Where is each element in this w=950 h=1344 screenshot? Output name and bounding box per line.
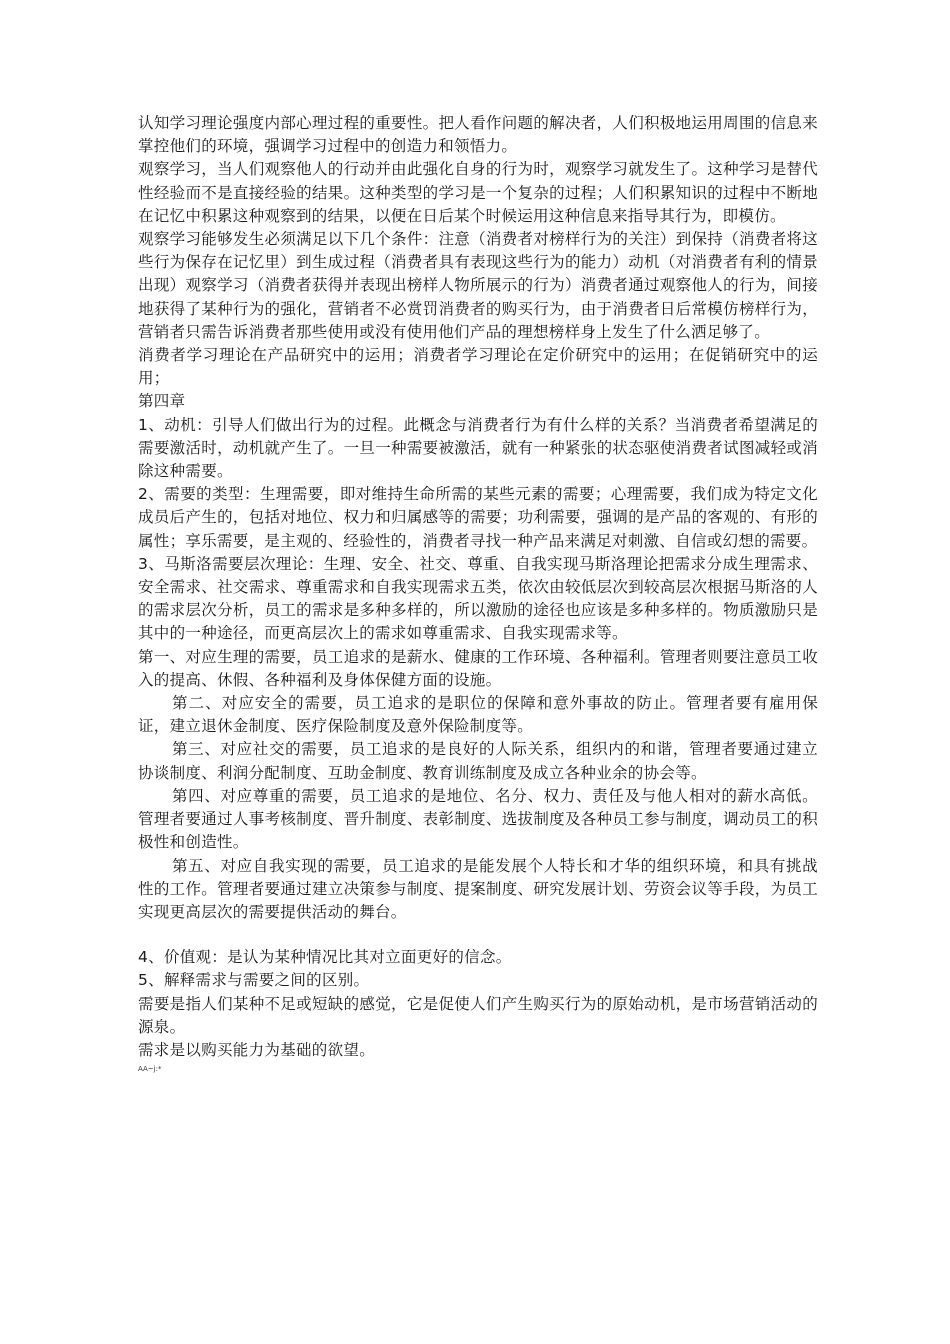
paragraph-safety-needs: 第二、对应安全的需要，员工追求的是职位的保障和意外事故的防止。管理者要有雇用保证，建立退休金制度、医疗保险制度及意外保险制度等。 (138, 694, 818, 736)
paragraph-physiological-needs: 第一、对应生理的需要，员工追求的是薪水、健康的工作环境、各种福利。管理者则要注意员工收入的提高、休假、各种福利及身体保健方面的设施。 (138, 647, 818, 689)
footer-mark: AA~j:* (138, 1065, 162, 1074)
paragraph-need-types: 2、需要的类型：生理需要，即对维持生命所需的某些元素的需要；心理需要，我们成为特定文化成员后产生的，包括对地位、权力和归属感等的需要；功利需要，强调的是产品的客观的、有形的属性；享乐需要，是主观的、经验性的，消费者寻找一种产品来满足对刺激、自信或幻想的需要。 (138, 485, 818, 550)
paragraph-social-needs: 第三、对应社交的需要，员工追求的是良好的人际关系，组织内的和谐，管理者要通过建立协谈制度、利润分配制度、互助金制度、教育训练制度及成立各种业余的协会等。 (138, 740, 818, 782)
paragraph-motivation: 1、动机：引导人们做出行为的过程。此概念与消费者行为有什么样的关系？当消费者希望满足的需要激活时，动机就产生了。一旦一种需要被激活，就有一种紧张的状态驱使消费者试图减轻或消除这种需要。 (138, 415, 818, 481)
paragraph-esteem-needs: 第四、对应尊重的需要，员工追求的是地位、名分、权力、责任及与他人相对的薪水高低。管理者要通过人事考核制度、晋升制度、表彰制度、选拔制度及各种员工参与制度，调动员工的积极性和创造性。 (138, 786, 818, 852)
paragraph-cognitive-learning: 认知学习理论强度内部心理过程的重要性。把人看作问题的解决者，人们积极地运用周围的信息来掌控他们的环境，强调学习过程中的创造力和领悟力。 (138, 114, 818, 156)
paragraph-demand-definition: 需求是以购买能力为基础的欲望。 (138, 1040, 376, 1059)
paragraph-observational-conditions: 观察学习能够发生必须满足以下几个条件：注意（消费者对榜样行为的关注）到保持（消费者将这些行为保存在记忆里）到生成过程（消费者具有表现这些行为的能力）动机（对消费者有利的情景出现）观察学习（消费者获得并表现出榜样人物所展示的行为）消费者通过观察他人的行为，间接地获得了某种行为的强化，营销者不必赏罚消费者的购买行为，由于消费者日后常模仿榜样行为，营销者只需告诉消费者那些使用或没有使用他们产品的理想榜样身上发生了什么洒足够了。 (138, 230, 818, 341)
paragraph-values: 4、价值观：是认为某种情况比其对立面更好的信念。 (138, 948, 512, 967)
paragraph-observational-learning: 观察学习，当人们观察他人的行动并由此强化自身的行为时，观察学习就发生了。这种学习是替代性经验而不是直接经验的结果。这种类型的学习是一个复杂的过程；人们积累知识的过程中不断地在记忆中积累这种观察到的结果，以便在日后某个时候运用这种信息来指导其行为，即模仿。 (138, 160, 818, 225)
blank-line (138, 924, 818, 946)
chapter-heading: 第四章 (138, 392, 186, 411)
paragraph-self-actualization-needs: 第五、对应自我实现的需要，员工追求的是能发展个人特长和才华的组织环境，和具有挑战性的工作。管理者要通过建立决策参与制度、提案制度、研究发展计划、劳资会议等手段，为员工实现更高层次的需要提供活动的舞台。 (138, 856, 818, 921)
paragraph-demand-vs-need-question: 5、解释需求与需要之间的区别。 (138, 971, 370, 990)
paragraph-learning-theory-applications: 消费者学习理论在产品研究中的运用；消费者学习理论在定价研究中的运用；在促销研究中的运用； (138, 346, 818, 388)
paragraph-maslow: 3、马斯洛需要层次理论：生理、安全、社交、尊重、自我实现马斯洛理论把需求分成生理需求、安全需求、社交需求、尊重需求和自我实现需求五类，依次由较低层次到较高层次根据马斯洛的人的需求层次分析，员工的需求是多种多样的，所以激励的途径也应该是多种多样的。物质激励只是其中的一种途径，而更高层次上的需求如尊重需求、自我实现需求等。 (138, 554, 818, 643)
document-body (138, 112, 818, 1074)
paragraph-need-definition: 需要是指人们某种不足或短缺的感觉，它是促使人们产生购买行为的原始动机，是市场营销活动的源泉。 (138, 994, 818, 1036)
